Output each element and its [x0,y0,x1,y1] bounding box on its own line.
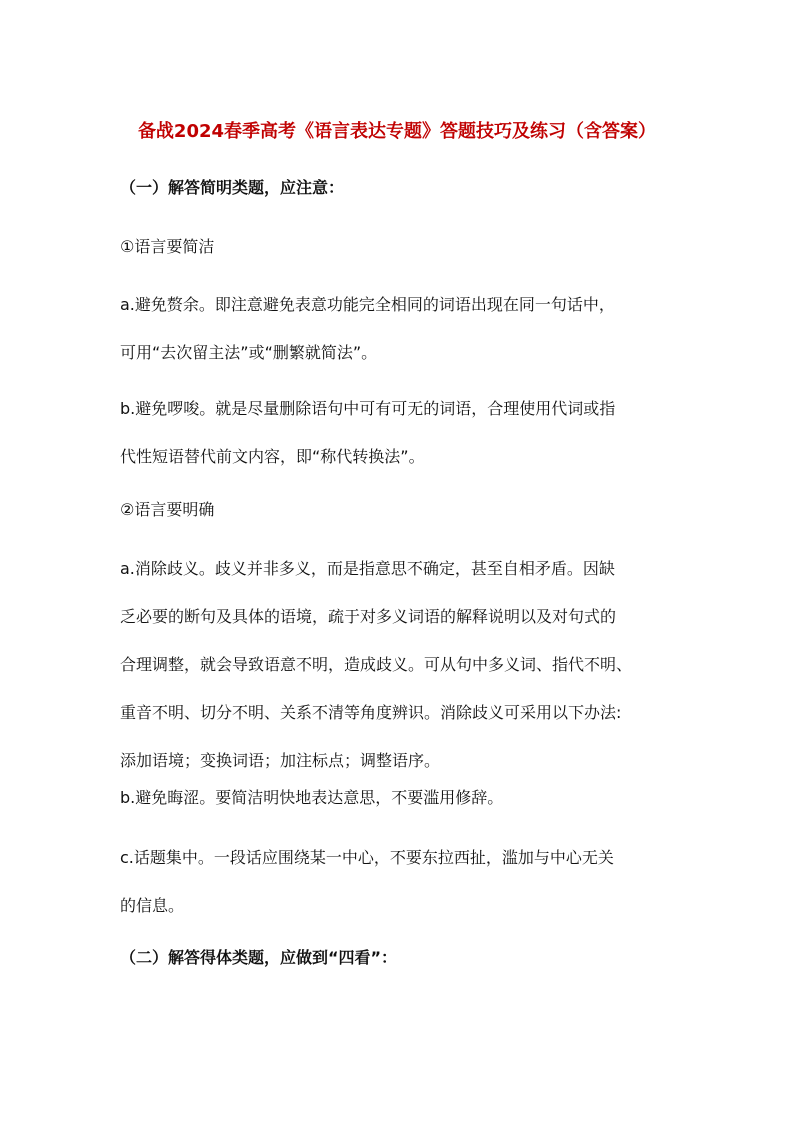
text-line: 乏必要的断句及具体的语境，疏于对多义词语的解释说明以及对句式的 [120,607,617,626]
text-line: a.避免赘余。即注意避免表意功能完全相同的词语出现在同一句话中， [120,295,615,314]
text-line: 添加语境；变换词语；加注标点；调整语序。 [120,751,441,770]
section-heading-concise: （一）解答简明类题，应注意： [120,178,345,197]
text-line: c.话题集中。一段话应围绕某一中心，不要东拉西扯，滥加与中心无关 [120,848,614,867]
text-line: 合理调整，就会导致语意不明，造成歧义。可从句中多义词、指代不明、 [120,655,633,674]
paragraph-avoid-redundancy [120,292,680,366]
text-line: 重音不明、切分不明、关系不清等角度辨识。消除歧义可采用以下办法: [120,703,622,722]
subheading-concise-language: ①语言要简洁 [120,237,215,256]
text-line: b.避免晦涩。要简洁明快地表达意思，不要滥用修辞。 [120,788,504,807]
paragraph-avoid-wordiness [120,396,680,470]
text-line: 的信息。 [120,896,185,915]
subheading-clear-language: ②语言要明确 [120,500,215,519]
text-line: 可用“去次留主法”或“删繁就简法”。 [120,343,378,362]
paragraph-focused-topic [120,845,680,919]
text-line: b.避免啰唆。就是尽量删除语句中可有可无的词语，合理使用代词或指 [120,399,616,418]
paragraph-eliminate-ambiguity [120,556,680,774]
text-line: a.消除歧义。歧义并非多义，而是指意思不确定，甚至自相矛盾。因缺 [120,559,615,578]
text-line: 代性短语替代前文内容，即“称代转换法”。 [120,447,425,466]
paragraph-avoid-obscurity [120,785,680,811]
section-heading-appropriate: （二）解答得体类题，应做到“四看”： [120,948,398,967]
document-title: 备战2024春季高考《语言表达专题》答题技巧及练习（含答案） [137,121,657,142]
